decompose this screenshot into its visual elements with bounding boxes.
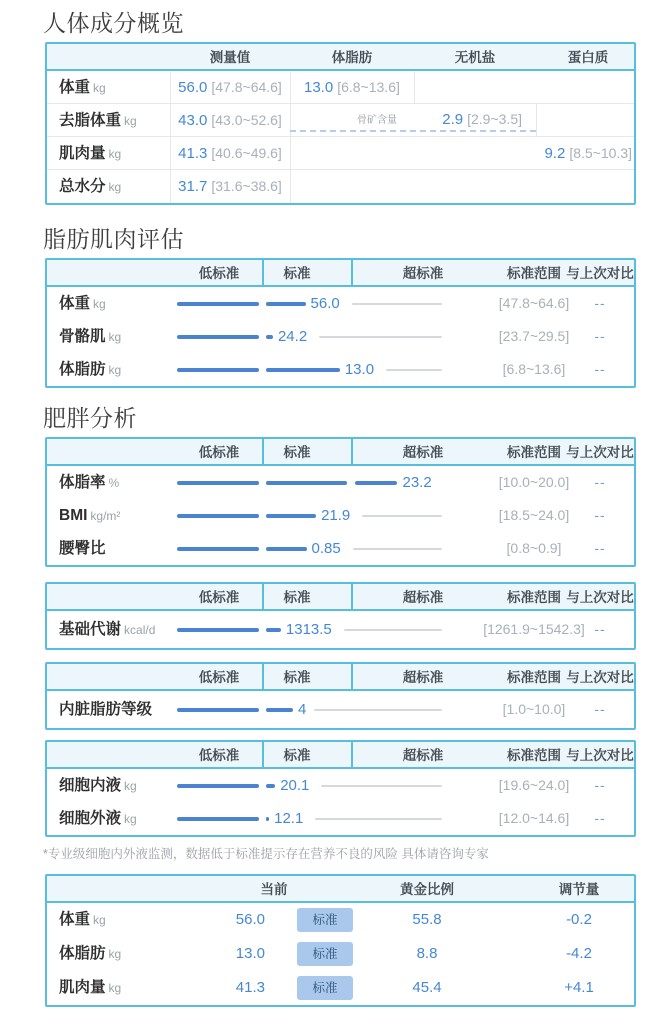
metric-row: [47, 532, 634, 565]
metric-unit: kg/m²: [90, 509, 121, 523]
body-fat-cell: [304, 71, 400, 104]
metric-name: 体重: [59, 911, 91, 928]
chart-header-4: 与上次对比: [566, 590, 634, 605]
chart-header-0: 低标准: [198, 748, 240, 763]
metric-label: [59, 769, 137, 803]
metric-value: 2.9: [442, 111, 464, 128]
metric-value: 56.0: [310, 295, 340, 312]
chart-header-3: 标准范围: [507, 748, 561, 763]
bar-segment-low: [177, 302, 259, 306]
standard-range: [47.8~64.6]: [211, 79, 282, 95]
metric-name: 内脏脂肪等级: [59, 701, 153, 718]
metric-value: 20.1: [280, 777, 310, 794]
adjust-row: [47, 903, 634, 937]
metric-value: 0.85: [311, 540, 341, 557]
bar-remainder: [319, 336, 442, 338]
chart-header-0: 低标准: [198, 590, 240, 605]
metric-value: 41.3: [178, 145, 208, 162]
adjustment-value: +4.1: [564, 979, 594, 996]
chart-header-4: 与上次对比: [566, 266, 634, 281]
current-value: 56.0: [235, 911, 265, 928]
bar-segment-high: [355, 481, 397, 485]
bar-segment-standard: [266, 368, 340, 372]
adjustment-value: -0.2: [566, 911, 592, 928]
metric-row: [47, 691, 634, 728]
standard-range: [0.8~0.9]: [506, 540, 562, 556]
compare-previous: --: [594, 621, 606, 637]
measured-value-cell: [170, 104, 290, 137]
chart-header-1: 标准: [283, 670, 311, 685]
bar-remainder: [314, 709, 443, 711]
metric-row: [47, 769, 634, 802]
metric-label: [59, 937, 121, 971]
visceral-fat-table-body: [47, 691, 634, 728]
basal-metabolism-section: [0, 582, 660, 650]
bar-segment-low: [177, 481, 259, 485]
chart-header-4: 与上次对比: [566, 748, 634, 763]
status-badge: 标准: [297, 908, 353, 932]
chart-header-2: 超标准: [402, 590, 444, 605]
metric-row: [47, 466, 634, 499]
header-divider: [351, 439, 353, 464]
measured-value-cell: [170, 170, 290, 203]
fat-muscle-section: [0, 258, 660, 388]
bar-segment-standard: [266, 708, 293, 712]
bar-segment-standard: [266, 628, 281, 632]
bar-remainder: [321, 785, 442, 787]
bone-mineral-cell: [290, 104, 536, 132]
standard-range: [40.6~49.6]: [211, 145, 282, 161]
bar-segment-standard: [266, 335, 273, 339]
chart-header-1: 标准: [283, 590, 311, 605]
chart-header-0: 低标准: [198, 445, 240, 460]
compare-previous: --: [594, 701, 606, 717]
metric-name: 体脂肪: [59, 945, 106, 962]
metric-label: [59, 353, 121, 387]
overview-row: [47, 104, 634, 137]
metric-name: 体重: [59, 295, 91, 312]
basal-metabolism-table-body: [47, 611, 634, 648]
chart-header-0: 低标准: [198, 266, 240, 281]
metric-name: 骨骼肌: [59, 328, 106, 345]
metric-unit: kcal/d: [124, 623, 156, 637]
adjust-row: [47, 937, 634, 971]
metric-label: [59, 971, 121, 1005]
cell-divider: [414, 71, 415, 103]
metric-label: [59, 499, 120, 533]
metric-name: 去脂体重: [59, 112, 122, 129]
cell-divider: [536, 104, 537, 136]
golden-ratio-table: [45, 874, 636, 1007]
obesity-analysis-table: [45, 437, 636, 567]
measured-value-cell: [170, 137, 290, 170]
chart-header-2: 超标准: [402, 670, 444, 685]
header-divider: [351, 260, 353, 285]
bar-segment-standard: [266, 302, 306, 306]
standard-range: [12.0~14.6]: [498, 810, 570, 826]
standard-range: [31.6~38.6]: [211, 178, 282, 194]
obesity-section: [0, 437, 660, 567]
obesity-analysis-table-body: [47, 466, 634, 565]
compare-previous: --: [594, 540, 606, 556]
metric-label: [59, 170, 121, 204]
fat-muscle-assessment-table-header: [47, 260, 634, 287]
chart-header-4: 与上次对比: [566, 445, 634, 460]
standard-range: [1.0~10.0]: [502, 701, 566, 717]
metric-name: 总水分: [59, 178, 106, 195]
standard-range: [8.5~10.3]: [569, 145, 632, 161]
header-divider: [262, 260, 264, 285]
metric-name: 腰臀比: [59, 540, 106, 557]
chart-header-3: 标准范围: [507, 670, 561, 685]
compare-previous: --: [594, 295, 606, 311]
chart-header-1: 标准: [283, 445, 311, 460]
bar-segment-standard: [266, 784, 275, 788]
header-divider: [351, 584, 353, 609]
metric-unit: kg: [108, 363, 122, 377]
metric-value: 13.0: [344, 361, 375, 378]
metric-name: 体脂肪: [59, 361, 106, 378]
bar-segment-low: [177, 547, 259, 551]
metric-unit: kg: [124, 812, 137, 826]
metric-label: [59, 71, 106, 105]
golden-ratio-value: 45.4: [412, 979, 442, 996]
metric-unit: kg: [108, 180, 122, 194]
standard-range: [43.0~52.6]: [211, 112, 282, 128]
metric-name: 肌肉量: [59, 979, 106, 996]
bar-segment-low: [177, 784, 259, 788]
standard-range: [1261.9~1542.3]: [483, 621, 585, 637]
metric-name: BMI: [59, 507, 88, 524]
metric-unit: kg: [108, 981, 122, 995]
metric-label: [59, 903, 106, 937]
golden-ratio-value: 8.8: [416, 945, 438, 962]
metric-label: [59, 137, 121, 171]
cell-fluid-table: [45, 740, 636, 837]
metric-unit: kg: [124, 779, 137, 793]
metric-value: 4: [298, 701, 307, 718]
bar-remainder: [386, 369, 442, 371]
golden-ratio-table-body: [47, 903, 634, 1005]
metric-name: 体脂率: [59, 474, 106, 491]
adjust-header-2: 调节量: [558, 882, 600, 897]
chart-header-1: 标准: [283, 748, 311, 763]
overview-row: [47, 170, 634, 203]
chart-header-2: 超标准: [402, 266, 444, 281]
bar-segment-standard: [266, 817, 269, 821]
metric-label: [59, 532, 106, 565]
measured-value-cell: [170, 71, 290, 104]
overview-header-3: 蛋白质: [567, 50, 609, 65]
metric-value: 12.1: [274, 810, 304, 827]
section-title-obesity: 肥胖分析: [43, 405, 137, 431]
bar-remainder: [344, 629, 442, 631]
chart-header-3: 标准范围: [507, 590, 561, 605]
bar-segment-standard: [266, 547, 307, 551]
standard-range: [2.9~3.5]: [467, 111, 522, 127]
metric-name: 肌肉量: [59, 145, 106, 162]
cell-divider: [290, 137, 291, 169]
metric-label: [59, 466, 119, 500]
cell-divider: [290, 71, 291, 103]
metric-value: 43.0: [178, 112, 208, 129]
metric-label: [59, 691, 152, 728]
section-title-fat-muscle: 脂肪肌肉评估: [43, 226, 184, 252]
header-divider: [262, 439, 264, 464]
cell-divider: [290, 170, 291, 203]
overview-header-2: 无机盐: [454, 50, 496, 65]
metric-name: 细胞外液: [59, 810, 122, 827]
basal-metabolism-table: [45, 582, 636, 650]
metric-value: 23.2: [402, 474, 432, 491]
cell-fluid-table-body: [47, 769, 634, 835]
standard-range: [23.7~29.5]: [498, 328, 570, 344]
compare-previous: --: [594, 810, 606, 826]
protein-cell: [497, 137, 632, 170]
current-value: 13.0: [235, 945, 265, 962]
metric-row: [47, 611, 634, 648]
metric-row: [47, 353, 634, 386]
standard-range: [19.6~24.0]: [498, 777, 570, 793]
cell-fluid-section: [0, 740, 660, 837]
golden-ratio-table-header: [47, 876, 634, 903]
metric-label: [59, 802, 137, 836]
cell-fluid-table-header: [47, 742, 634, 769]
basal-metabolism-table-header: [47, 584, 634, 611]
metric-value: 31.7: [178, 178, 208, 195]
bar-remainder: [315, 818, 442, 820]
metric-unit: kg: [108, 147, 122, 161]
metric-row: [47, 320, 634, 353]
metric-row: [47, 287, 634, 320]
metric-unit: kg: [93, 297, 106, 311]
overview-table: [45, 42, 636, 205]
metric-value: 21.9: [321, 507, 351, 524]
metric-row: [47, 802, 634, 835]
metric-value: 24.2: [277, 328, 308, 345]
metric-name: 体重: [59, 79, 91, 96]
compare-previous: --: [594, 777, 606, 793]
bone-mineral-label: 骨矿含量: [357, 115, 397, 126]
overview-header-1: 体脂肪: [331, 50, 373, 65]
metric-unit: kg: [93, 81, 106, 95]
metric-unit: kg: [124, 114, 137, 128]
standard-range: [10.0~20.0]: [498, 474, 570, 490]
chart-header-4: 与上次对比: [566, 670, 634, 685]
overview-row: [47, 71, 634, 104]
fat-muscle-assessment-table: [45, 258, 636, 388]
fat-muscle-assessment-table-body: [47, 287, 634, 386]
bar-segment-low: [177, 817, 259, 821]
compare-previous: --: [594, 361, 606, 377]
chart-header-0: 低标准: [198, 670, 240, 685]
standard-range: [6.8~13.6]: [337, 79, 400, 95]
adjust-header-1: 黄金比例: [400, 882, 454, 897]
metric-unit: %: [108, 476, 120, 490]
adjust-header-0: 当前: [260, 882, 288, 897]
bar-segment-low: [177, 708, 259, 712]
chart-header-2: 超标准: [402, 445, 444, 460]
metric-value: 1313.5: [285, 621, 332, 638]
chart-header-3: 标准范围: [507, 266, 561, 281]
metric-label: [59, 104, 137, 138]
chart-header-2: 超标准: [402, 748, 444, 763]
metric-value: 9.2: [544, 145, 566, 162]
bar-remainder: [353, 548, 443, 550]
header-divider: [351, 742, 353, 767]
cell-fluid-footnote: *专业级细胞内外液监测，数据低于标准提示存在营养不良的风险 具体请咨询专家: [43, 847, 489, 861]
bar-segment-standard: [266, 514, 316, 518]
bar-remainder: [362, 515, 442, 517]
header-divider: [351, 664, 353, 689]
bar-remainder: [352, 303, 442, 305]
metric-value: 56.0: [178, 79, 208, 96]
golden-ratio-value: 55.8: [412, 911, 442, 928]
obesity-analysis-table-header: [47, 439, 634, 466]
metric-value: 13.0: [304, 79, 334, 96]
metric-label: [59, 611, 155, 649]
compare-previous: --: [594, 328, 606, 344]
metric-unit: kg: [93, 913, 106, 927]
header-divider: [262, 664, 264, 689]
metric-name: 细胞内液: [59, 777, 122, 794]
header-divider: [262, 584, 264, 609]
bar-segment-low: [177, 514, 259, 518]
adjustment-value: -4.2: [566, 945, 592, 962]
visceral-fat-section: [0, 662, 660, 730]
overview-header-0: 测量值: [209, 50, 251, 65]
chart-header-1: 标准: [283, 266, 311, 281]
adjust-row: [47, 971, 634, 1005]
standard-range: [47.8~64.6]: [498, 295, 570, 311]
visceral-fat-table-header: [47, 664, 634, 691]
overview-table-header: [47, 44, 634, 71]
bar-segment-low: [177, 335, 259, 339]
header-divider: [262, 742, 264, 767]
bar-segment-standard: [266, 481, 347, 485]
compare-previous: --: [594, 507, 606, 523]
status-badge: 标准: [297, 942, 353, 966]
compare-previous: --: [594, 474, 606, 490]
status-badge: 标准: [297, 976, 353, 1000]
page-title-overview: 人体成分概览: [43, 10, 184, 36]
current-value: 41.3: [235, 979, 265, 996]
metric-row: [47, 499, 634, 532]
visceral-fat-table: [45, 662, 636, 730]
inorganic-salt-value: [442, 104, 522, 135]
bar-segment-low: [177, 368, 259, 372]
standard-range: [6.8~13.6]: [502, 361, 566, 377]
standard-range: [18.5~24.0]: [498, 507, 570, 523]
bar-segment-low: [177, 628, 259, 632]
metric-name: 基础代谢: [59, 621, 122, 638]
metric-label: [59, 287, 106, 321]
overview-table-body: [47, 71, 634, 203]
metric-label: [59, 320, 121, 354]
overview-row: [47, 137, 634, 170]
metric-unit: kg: [108, 947, 122, 961]
metric-unit: kg: [108, 330, 122, 344]
chart-header-3: 标准范围: [507, 445, 561, 460]
